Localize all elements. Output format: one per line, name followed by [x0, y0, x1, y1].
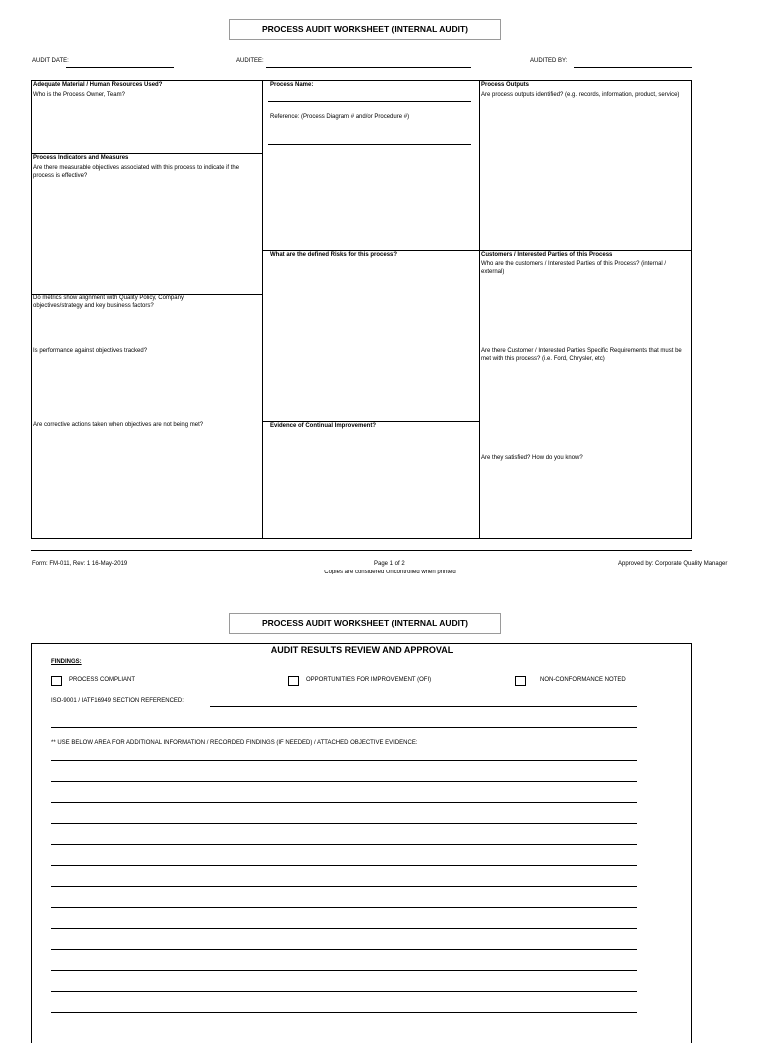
auditee-label: AUDITEE: [236, 58, 264, 64]
note-line[interactable] [51, 760, 637, 761]
process-name-label: Process Name: [270, 82, 314, 88]
page1-title: PROCESS AUDIT WORKSHEET (INTERNAL AUDIT) [229, 19, 501, 40]
audit-date-label: AUDIT DATE: [32, 58, 69, 64]
note-line[interactable] [51, 823, 637, 824]
audited-by-label: AUDITED BY: [530, 58, 568, 64]
page2-title: PROCESS AUDIT WORKSHEET (INTERNAL AUDIT) [229, 613, 501, 634]
iso-section-label: ISO-9001 / IATF16949 SECTION REFERENCED: [51, 698, 184, 704]
note-line[interactable] [51, 781, 637, 782]
iso-section-field[interactable] [210, 706, 637, 707]
note-line[interactable] [51, 928, 637, 929]
note-line[interactable] [51, 907, 637, 908]
additional-info-label: ** USE BELOW AREA FOR ADDITIONAL INFORMATION / RECORDED FINDINGS (IF NEEDED) / ATTACHED OBJECTIVE EVIDENCE: [51, 740, 418, 746]
grid-divider-2 [479, 80, 480, 539]
indicators-question: Are there measurable objectives associated with this process to indicate if the process is effective? [33, 165, 240, 179]
page-number: Page 1 of 2 [374, 561, 405, 567]
process-compliant-label: PROCESS COMPLIANT [69, 677, 136, 683]
ofi-label: OPPORTUNITIES FOR IMPROVEMENT (OFI) [306, 677, 432, 683]
requirements-question: Are there Customer / Interested Parties Specific Requirements that must be met with this process? (i.e. Ford, Chrysler, etc) [481, 348, 682, 362]
col2-divider-1 [262, 250, 479, 251]
note-line[interactable] [51, 1012, 637, 1013]
note-line[interactable] [51, 949, 637, 950]
note-line[interactable] [51, 970, 637, 971]
corrective-question: Are corrective actions taken when objectives are not being met? [33, 422, 204, 428]
note-line[interactable] [51, 844, 637, 845]
col3-divider-1 [479, 250, 692, 251]
iso-extra-line[interactable] [51, 727, 637, 728]
process-compliant-checkbox[interactable] [51, 676, 62, 686]
improvement-heading: Evidence of Continual Improvement? [270, 423, 377, 429]
approved-by: Approved by: Corporate Quality Manager [618, 561, 728, 567]
form-number: Form: FM-011, Rev: 1 16-May-2019 [32, 561, 128, 567]
resources-question: Who is the Process Owner, Team? [33, 92, 125, 98]
satisfied-question: Are they satisfied? How do you know? [481, 455, 583, 461]
footer-rule [31, 550, 692, 551]
ofi-checkbox[interactable] [288, 676, 299, 686]
grid-divider-1 [262, 80, 263, 539]
outputs-question: Are process outputs identified? (e.g. records, information, product, service) [481, 92, 680, 98]
performance-question: Is performance against objectives tracked? [33, 348, 148, 354]
non-conformance-label: NON-CONFORMANCE NOTED [540, 677, 626, 683]
risks-heading: What are the defined Risks for this process? [270, 252, 398, 258]
indicators-heading: Process Indicators and Measures [33, 155, 129, 161]
note-line[interactable] [51, 865, 637, 866]
customers-heading: Customers / Interested Parties of this Process [481, 252, 613, 258]
reference-field[interactable] [268, 144, 471, 145]
non-conformance-checkbox[interactable] [515, 676, 526, 686]
uncontrolled-note: Copies are considered Uncontrolled when printed [324, 570, 456, 574]
process-name-field[interactable] [268, 101, 471, 102]
resources-heading: Adequate Material / Human Resources Used? [33, 82, 163, 88]
col1-divider-1 [31, 153, 262, 154]
note-line[interactable] [51, 886, 637, 887]
note-line[interactable] [51, 802, 637, 803]
customers-question: Who are the customers / Interested Parties of this Process? (internal / external) [481, 261, 667, 275]
metrics-question: Do metrics show alignment with Quality Policy, Company objectives/strategy and key business factors? [33, 295, 184, 309]
findings-label: FINDINGS: [51, 659, 82, 665]
col2-divider-2 [262, 421, 479, 422]
outputs-heading: Process Outputs [481, 82, 530, 88]
auditee-field[interactable] [266, 67, 471, 68]
audited-by-field[interactable] [574, 67, 692, 68]
reference-label: Reference: (Process Diagram # and/or Procedure #) [270, 114, 410, 120]
audit-date-field[interactable] [66, 67, 174, 68]
note-line[interactable] [51, 991, 637, 992]
results-section-title: AUDIT RESULTS REVIEW AND APPROVAL [270, 645, 454, 655]
